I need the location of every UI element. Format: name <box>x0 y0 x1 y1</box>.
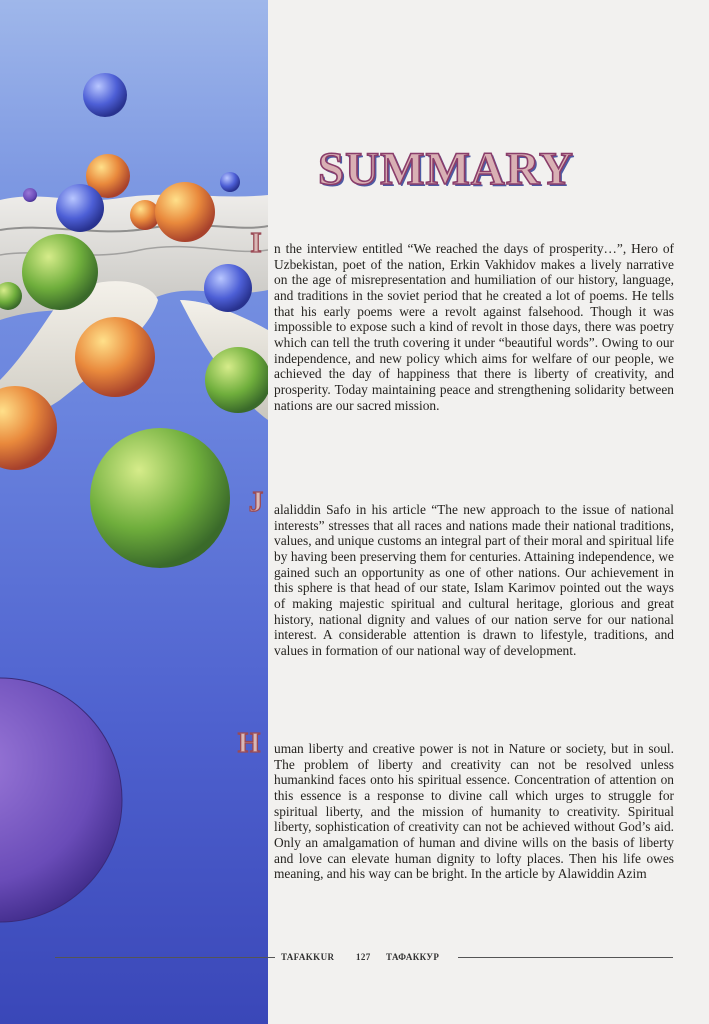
page-footer <box>0 950 709 964</box>
footer-rule-left <box>55 957 275 958</box>
cover-artwork <box>0 0 268 1024</box>
paragraph-3: uman liberty and creative power is not in Nature or society, but in soul. The problem of liberty and creativity can not be resolved unless humankind faces onto his spiritual essence. Concentration of attention on this essence is a response to divine call which urges to struggle for spiritual liberty, and the mission of humanity to creativity. Spiritual liberty, sophistication of creativity can not be achieved without God’s aid. Only an amalgamation of human and divine wills on the basis of liberty and love can elevate human dignity to lofty places. Then his life owes meaning, and his way can be bright. In the article by Alawiddin Azim <box>274 741 674 882</box>
drop-cap-2: J <box>248 486 264 518</box>
paragraph-1: n the interview entitled “We reached the days of prosperity…”, Hero of Uzbekistan, poet of the nation, Erkin Vakhidov makes a lively narrative on the age of misrepresentation and humiliation of our history, language, and traditions in the soviet period that he created a lot of poems. He tells that his early poems were a revolt against falsehood. Though it was impossible to expose such a kind of revolt in those days, there was poetry which can tell the truth covering it under “beautiful words”. Owing to our independence, and new policy which aims for welfare of our people, we achieved the day of happiness that there is liberty of creativity, and prosperity. Today maintaining peace and strengthening solidarity between nations are our sacred mission. <box>274 241 674 413</box>
drop-cap-3: H <box>237 727 261 759</box>
page-title: SUMMARY <box>318 143 574 195</box>
footer-journal-latin: TAFAKKUR <box>281 952 335 962</box>
footer-rule-right <box>458 957 673 958</box>
paragraph-2: alaliddin Safo in his article “The new approach to the issue of national interests” stresses that all races and nations made their national traditions, values, and unique customs an integral part of their moral and spiritual life by having been preserving them for centuries. Attaining independence, we gained such an opportunity as one of other nations. Our achievement in this sphere is that head of our state, Islam Karimov pointed out the ways of making majestic spiritual and cultural heritage, glorious and great history, national dignity and values of our nation serve for our national interest. A considerable attention is drawn to lifestyle, traditions, and values in formation of our national way of development. <box>274 502 674 658</box>
page-number: 127 <box>356 952 371 962</box>
drop-cap-1: I <box>250 227 262 259</box>
spheres-illustration <box>0 0 268 1024</box>
footer-journal-cyrillic: ТАФАККУР <box>386 952 440 962</box>
